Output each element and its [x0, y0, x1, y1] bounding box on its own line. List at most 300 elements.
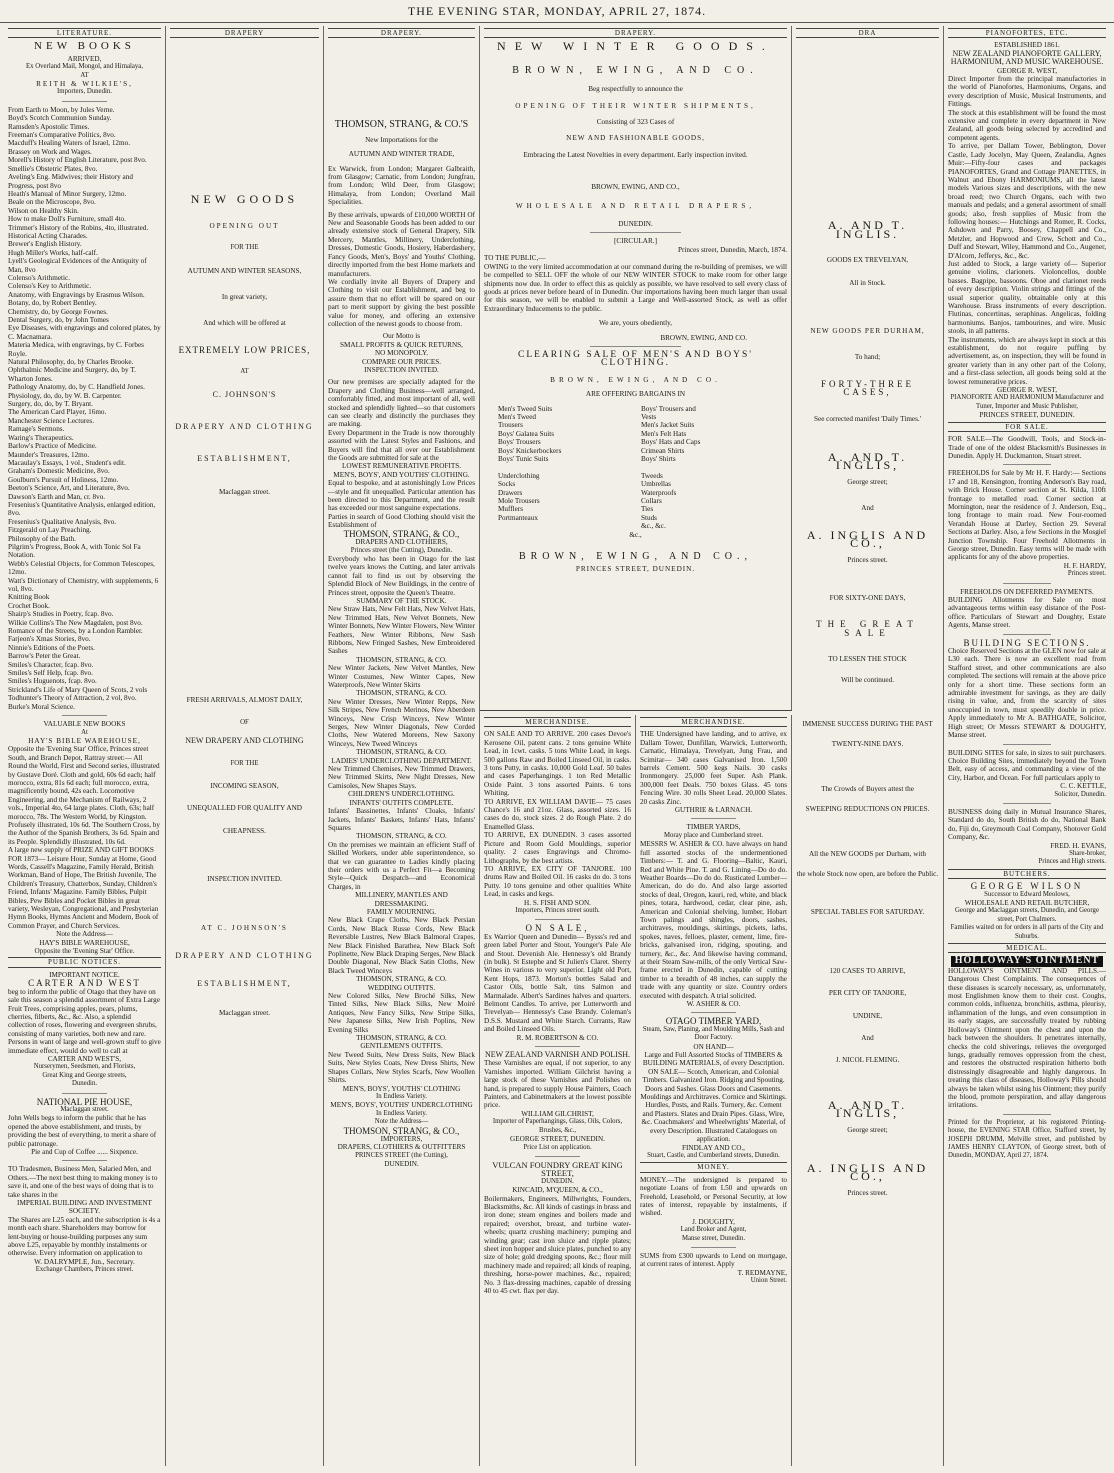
ad-line: INSPECTION INVITED.	[364, 365, 439, 374]
ad-line: Princes street.	[847, 555, 888, 564]
ad-body: John Wells begs to inform the public that he has opened the above establishment, and trusts, by providing the best of everything, to merit a share of public patronage.	[8, 1114, 157, 1148]
ad-line: FORTY-THREE CASES,	[821, 378, 914, 398]
ad-body: OWING to the very limited accommodation at our command during the re-building of premises, we will be compelled to SELL OFF the whole of our NEW WINTER STOCK to make room for other large shipments now due. In order to effect this as quickly as possible, we have resolved to sell every class of goods at prices never before heard of in Dunedin. Our importations having been much larger than usual for this season, we will be enabled to submit a Large and Well-assorted Stock, as well as offer Extraordinary Inducements to the public.	[484, 262, 787, 313]
section-header: DRAPERY.	[328, 28, 475, 38]
ad-line: UNEQUALLED FOR QUALITY AND	[187, 804, 302, 813]
ad-title: A. AND T. INGLIS,	[827, 450, 908, 473]
ad-sub: Successor to Edward Meolows,	[984, 890, 1070, 898]
ad-title: NATIONAL PIE HOUSE,	[36, 1096, 133, 1107]
ad-sig: Stuart, Castle, and Cumberland streets, Dunedin.	[647, 1151, 780, 1159]
ad-sig: J. DOUGHTY,	[692, 1217, 735, 1226]
section-header: FOR SALE.	[948, 422, 1106, 432]
ad-body: SUMS from £300 upwards to Lend on mortgage, at current rates of interest. Apply	[640, 1251, 787, 1269]
ad-sig: BROWN, EWING, AND CO.,	[591, 183, 680, 192]
ad-line: ESTABLISHED 1861.	[994, 41, 1060, 50]
ad-title: VULCAN FOUNDRY GREAT KING STREET,	[492, 1159, 623, 1179]
ad-line: UNDINE,	[852, 1011, 883, 1020]
ad-line: Embracing the Latest Novelties in every department. Early inspection invited.	[523, 150, 748, 159]
ad-title: NEW ZEALAND VARNISH AND POLISH.	[484, 1050, 631, 1060]
ad-line: And	[861, 504, 874, 513]
holloway-logo: HOLLOWAY'S OINTMENT	[951, 956, 1104, 966]
book-item: Burke's Moral Science.	[8, 702, 75, 711]
column-merchandise-right	[636, 715, 792, 1466]
ad-body: Direct Importer from the principal manufactories in the world of Pianofortes, Harmoniums, Organs, and every description of Music, Musical Instruments, and Fittings.	[948, 75, 1106, 109]
ad-line: FOR THE	[230, 244, 259, 252]
ad-line: DRAPERY AND CLOTHING	[175, 950, 314, 960]
book-item: Ramage's Sermons.	[8, 425, 65, 434]
ad-sig: Solicitor, Dunedin.	[1054, 790, 1106, 798]
ad-sig: W. DALRYMPLE, Jun., Secretary.	[34, 1257, 135, 1266]
book-item: Beale on the Microscope, 8vo.	[8, 198, 96, 207]
book-item: Hugh Miller's Works, half-calf.	[8, 248, 98, 257]
book-item: Aveling's Eng. Midwives; their History and Progress, post 8vo	[8, 173, 133, 190]
ad-line: In Endless Variety.	[376, 1109, 427, 1117]
ad-line: George street;	[847, 477, 888, 486]
ad-title: IMPORTANT NOTICE.	[49, 970, 120, 979]
ad-line: SPECIAL TABLES FOR SATURDAY.	[810, 908, 925, 917]
ad-body: New Trimmed Chemises, New Trimmed Drawers, New Trimmed Skirts, New Night Dresses, New Camisoles, New Shapes Stays.	[328, 765, 475, 790]
ad-sig: WILLIAM GILCHRIST,	[521, 1109, 594, 1118]
ad-line: DRAPERS AND CLOTHIERS,	[355, 538, 448, 547]
ad-sig: Share-broker,	[1069, 849, 1106, 857]
ad-sig: PRINCES STREET, DUNEDIN.	[575, 565, 696, 574]
ad-title: CARTER AND WEST	[28, 978, 141, 989]
book-item: Lyell's Geological Evidences of the Antiquity of Man, 8vo	[8, 257, 147, 274]
book-item: Farjeon's Xmas Stories, 8vo.	[8, 635, 91, 644]
ad-line: WEDDING OUTFITS.	[367, 983, 436, 992]
book-item: Wilkie Collins's The New Magdalen, post 8vo.	[8, 618, 143, 627]
bargain-item	[498, 463, 561, 471]
ad-body: We cordially invite all Buyers of Drapery and Clothing to visit our Establishment, and beg to assure them that no effort will be spared on our part to merit support by giving the best possible value for money, and offering an extensive collection of the newest goods to choose from.	[328, 277, 475, 328]
book-item: Heath's Manual of Minor Surgery, 12mo.	[8, 189, 127, 198]
bargain-item: Boys' Hats and Caps	[641, 438, 701, 447]
ad-line: Beg respectfully to announce the	[588, 85, 683, 94]
ad-sig: Union Street.	[750, 1277, 787, 1285]
book-item: Romance of the Streets, by a London Rambler.	[8, 627, 143, 636]
ad-line: INCOMING SEASON,	[210, 781, 279, 790]
ad-sig: H. F. HARDY,	[1063, 561, 1106, 570]
ad-sig: CARTER AND WEST'S,	[47, 1054, 122, 1063]
ad-body: New Straw Hats, New Felt Hats, New Velvet Hats, New Trimmed Hats, New Velvet Bonnets, New Winter Bonnets, New Winter Flowers, New Winter Feathers, New Winter Ribbons, New Sash Ribbons, New Fringed Sashes, New Embroidered Sashes	[328, 605, 475, 656]
ad-sig: FINDLAY AND CO.,	[682, 1143, 745, 1152]
book-item: Manchester Science Lectures.	[8, 416, 95, 425]
ad-title: NEW BOOKS	[34, 40, 135, 53]
ad-sig: Great King and George streets,	[42, 1071, 127, 1079]
ad-body: MESSRS W. ASHER & CO. have always on hand full assorted stocks of the undermentioned Timbers:— T. and G. Flooring—Baltic, Kauri, Red and White Pine. T. and G. Lining—Do do do. Weather Boards—Do do do. Rusticated Lumber—American, do do do. And also large assorted stocks of deal, Oregon, kauri, red, white, and black pines, totara, hardwood, cedar, clear pine, ash, American and Colonial shelving, lumber, Hobart Town palings and shingles, doors, sashes, architraves, mouldings, skirtings, pickets, laths, spokes, naves, felloes, plaster, cement, lime, fire-bricks, galvanised iron, ridging, spouting, and turnery, &c., &c. And likewise having command, at their Steam Saw-mills, of the only Vertical Saw-frame erected in Dunedin, capable of cutting timber to a breadth of 48 inches, can supply the trade with any quantity or size. Country orders executed with despatch. A trial solicited.	[640, 840, 787, 1000]
ad-note: Note the Address—	[56, 930, 113, 939]
ad-line: FOR SIXTY-ONE DAYS,	[829, 593, 906, 602]
ad-line: EXTREMELY LOW PRICES,	[178, 344, 311, 355]
firm-name: BROWN, EWING, AND CO.	[512, 64, 759, 76]
bargain-item: Underclothing	[498, 471, 540, 480]
ad-line: MEN'S, BOYS', YOUTHS' UNDERCLOTHING	[330, 1101, 473, 1110]
ad-title: OTAGO TIMBER YARD,	[665, 1016, 762, 1027]
bargain-item: Boys' Knickerbockers	[498, 446, 562, 455]
ad-line: CHEAPNESS.	[223, 826, 266, 835]
ad-title: ON SALE,	[525, 923, 590, 934]
firm-name: REITH & WILKIE'S,	[36, 80, 133, 89]
column-literature	[4, 26, 166, 1466]
ad-sig: Princes and High streets.	[1038, 858, 1106, 866]
bargain-item: Men's Tweed Trousers	[498, 412, 536, 430]
book-item: Surgery, do, do, by T. Bryant.	[8, 400, 93, 409]
bargain-item	[641, 463, 704, 471]
book-item: Colenso's Arithmetic.	[8, 273, 70, 282]
ad-sub: DUNEDIN.	[541, 1177, 574, 1185]
ad-sig: Nurserymen, Seedsmen, and Florists,	[33, 1063, 136, 1071]
ad-sub: AT	[80, 71, 89, 79]
ad-body: New Tweed Suits, New Dress Suits, New Black Suits, New Styles Coats, New Dress Shirts, New Shapes Collars, New Styles Scarfs, New Woollen Shirts.	[328, 1050, 475, 1085]
ad-line: OPENING OUT	[209, 221, 280, 230]
ad-line: AUTUMN AND WINTER TRADE,	[348, 150, 455, 159]
ad-line: ESTABLISHMENT,	[197, 979, 292, 989]
ad-line: FRESH ARRIVALS, ALMOST DAILY,	[186, 696, 303, 705]
ad-body: beg to inform the public of Otago that they have on sale this season a splendid assortment of Extra Large Fruit Trees, comprising apples, pears, plums, cherries, filberts, &c., &c. Also, a splendid collection of roses, flowering and evergreen shrubs, consisting of many varieties, both new and rare. Persons in want of large and well-grown stuff to give immediate effect, would do well to call at	[8, 987, 161, 1055]
firm-name: HAY'S BIBLE WAREHOUSE,	[39, 938, 130, 947]
ad-body: New Winter Jackets, New Velvet Mantles, New Winter Costumes, New Winter Capes, New Waterproofs, New Winter Skirts	[328, 664, 475, 689]
ad-body: Every Department in the Trade is now thoroughly assorted with the Latest Styles and Fashions, and Buyers will find that all over our Establishment the Goods are submitted for sale at the	[328, 428, 475, 463]
ad-sig: BROWN, EWING, AND CO.	[660, 333, 747, 342]
ad-body: Infants' Bassinettes, Infants' Cloaks, Infants' Jackets, Infants' Baskets, Infants' Hats, Infants' Squares	[328, 807, 475, 832]
ad-sig: Exchange Chambers, Princes street.	[35, 1266, 134, 1274]
ad-body: Everybody who has been in Otago for the last twelve years knows the Cutting, and later arrivals cannot fail to find us out by observing the Splendid Block of New Buildings, in the centre of Princes street, opposite the Queen's Theatre.	[328, 554, 475, 597]
ad-body: TO ARRIVE, EX CITY OF TANJORE. 100 drums Raw and Boiled Oil. 16 casks do do. 3 tons Putty. 10 tons genuine and other qualities White Lead, in casks and kegs.	[484, 864, 631, 899]
section-header: MERCHANDISE.	[484, 717, 631, 727]
ad-sig: R. M. ROBERTSON & CO.	[516, 1033, 599, 1042]
ad-line: ESTABLISHMENT,	[197, 454, 292, 464]
ad-body: By these arrivals, upwards of £10,000 WORTH Of New and Seasonable Goods has been added to our already extensive stock of General Drapery, Silk Mercery, Mantles, Millinery, Underclothing, Dresses, Domestic Goods, Hosiery, Haberdashery, Fancy Goods, Men's, Boys' and Youths' Clothing, directly imported from the best Home markets and manufacturers.	[328, 210, 475, 278]
book-item: Brewer's English History.	[8, 240, 82, 249]
ad-line: NEW AND FASHIONABLE GOODS,	[566, 134, 705, 143]
ad-sig: THOMSON, STRANG, & CO.	[356, 748, 447, 757]
book-item: Waring's Therapeutics.	[8, 433, 74, 442]
ad-line: MEN'S, BOYS', AND YOUTHS' CLOTHING.	[333, 470, 470, 479]
ad-body: Large and Full Assorted Stocks of TIMBERS & BUILDING MATERIALS, of every Description. ON SALE— Scotch, American, and Colonial Timbers. Galvanized Iron. Ridging and Spouting. Doors and Sashes. Glass Doors and Casements. Mouldings and Architraves. Cornice and Skirtings. Hurdles, Posts, and Rails. Turnery, &c. Cement and Plasters. Slates and Drain Pipes. Glass, Wire, &c. Coachmakers' and Wheelwrights' Material, of every Description. Illustrated Catalogues on application.	[640, 1051, 787, 1144]
ad-line: Princes street, Dunedin, March, 1874.	[678, 245, 787, 254]
ad-title: IMPERIAL BUILDING AND INVESTMENT SOCIETY.	[17, 1199, 152, 1216]
ad-line: Princes street.	[847, 1188, 888, 1197]
ad-body: Our new premises are specially adapted for the Drapery and Clothing Business—well arranged, comfortably fitted, and most important of all, well stocked and splendidly lighted—so that customers can see clearly and distinctly the purchases they are making.	[328, 378, 475, 429]
bargain-list-left	[498, 405, 630, 531]
ad-line: And	[861, 1034, 874, 1042]
section-header: DRA	[796, 28, 939, 38]
book-list	[8, 106, 161, 711]
ad-line: IMMENSE SUCCESS DURING THE PAST	[802, 719, 933, 728]
ad-sig: H. S. FISH AND SON.	[524, 898, 591, 907]
ad-body: BUILDING SITES for sale, in sizes to suit purchasers. Choice Building Sites, immediately beyond the Town Belt, easy of access, and commanding a view of the City, Harbor, and Ocean. For full particulars apply to	[948, 748, 1106, 782]
ad-body: New Colored Silks, New Broché Silks, New Tinted Silks, New Black Silks, New Moiré Antiques, New Fancy Silks, New Stripe Silks, New Japanese Silks, New Irish Poplins, New Evening Silks	[328, 992, 475, 1034]
book-item: Pathology Anatomy, do, by C. Handfield Jones.	[8, 383, 145, 392]
section-header: PUBLIC NOTICES.	[8, 957, 161, 967]
ad-price: Pie and Cup of Coffee ...... Sixpence.	[31, 1148, 138, 1156]
ad-line: LADIES' UNDERCLOTHING DEPARTMENT.	[331, 756, 472, 765]
ad-line: FOR THE	[230, 759, 259, 767]
book-item: Eye Diseases, with engravings and colored plates, by C. Macnamara.	[8, 324, 161, 341]
ad-sub: Moray place and Cumberland street.	[663, 831, 764, 839]
section-header: BUTCHERS.	[948, 869, 1106, 879]
ad-line: CHILDREN'S UNDERCLOTHING.	[348, 790, 455, 799]
ad-line: OF	[240, 718, 249, 726]
bargain-item: &c., &c.	[641, 522, 666, 531]
ad-sig: Importer of Paperhangings, Glass, Oils, Colors, Brushes, &c.,	[492, 1118, 623, 1134]
book-item: Webb's Celestial Objects, for Common Telescopes, 12mo.	[8, 559, 155, 577]
firm-name: GEORGE R. WEST,	[996, 66, 1058, 75]
ad-line: INSPECTION INVITED.	[207, 875, 282, 884]
bargain-item: Crimean Shirts	[641, 446, 685, 455]
ad-sub: Families waited on for orders in all parts of the City and Suburbs.	[950, 924, 1104, 940]
ad-line: All the NEW GOODS per Durham, with	[808, 849, 927, 858]
book-item: Todhunter's Theory of Attraction, 2 vol, 8vo.	[8, 694, 137, 703]
ad-line: Our Motto is	[382, 332, 421, 341]
ad-sub: WHOLESALE AND RETAIL BUTCHER,	[964, 899, 1090, 907]
ad-title: A. AND T. INGLIS.	[827, 218, 908, 241]
section-header: MERCHANDISE.	[640, 717, 787, 727]
ad-line: INFANTS' OUTFITS COMPLETE.	[349, 798, 454, 807]
ad-line: Consisting of 323 Cases of	[596, 118, 675, 127]
ad-body: TO ARRIVE, EX DUNEDIN. 3 cases assorted Picture and Room Gold Mouldings, superior quality. 2 cases Engravings and Chromo-Lithographs, by the best artists.	[484, 831, 631, 865]
ad-line: Princes street (the Cutting), Dunedin.	[350, 546, 453, 554]
ad-body: New Winter Dresses, New Winter Repps, New Silk Stripes, New French Merinos, New Aberdeen Winceys, New Crisp Winceys, New Winter Serges, New Winter Diagonals, New Corded Cloths, New Watered Moreens, New Saxony Winceys, New Tweed Winceys	[328, 697, 475, 748]
ad-body: TO ARRIVE, EX WILLIAM DAVIE— 75 cases Chance's 16 and 21oz. Glass, assorted sizes. 16 cases do do, stock sizes. 2 do Rough Plate. 2 do Enamelled Glass.	[484, 797, 631, 831]
book-item: Pilgrim's Progress, Book A, with Tonic Sol Fa Notation.	[8, 542, 141, 560]
ad-body: THE Undersigned have landing, and to arrive, ex Dallam Tower, Dunfillan, Warwick, Lutterworth, Carnatic, Himalaya, Trevelyan, Jung Frau, and Scimitar— 340 cases Galvanised Iron. 1,500 barrels Cement. 500 kegs Nails. 30 casks Ironmongery. 25,000 feet Super. Ash Plank. 300,000 feet Deals. 750 boxes Glass. 45 tons Fencing Wire. 30 rolls Sheet Lead. 20,000 Slates. 20 casks Zinc.	[640, 730, 787, 806]
section-header: LITERATURE.	[8, 28, 161, 38]
ad-body: The stock at this establishment will be found the most extensive and complete in every department in New Zealand, all goods being selected by accredited and competent agents.	[948, 108, 1106, 142]
book-item: Smellie's Obstetric Plates, 8vo.	[8, 164, 98, 173]
ad-body: FOR SALE—The Goodwill, Tools, and Stock-in-Trade of one of the oldest Blacksmith's Businesses in Dunedin. Apply H. Duckmanton, Stuart street.	[948, 435, 1106, 460]
ad-sig: GEORGE STREET, DUNEDIN.	[510, 1135, 605, 1144]
ad-line: See corrected manifest 'Daily Times.'	[814, 414, 921, 423]
ad-sig: PIANOFORTE AND HARMONIUM Manufacturer and Tuner, Importer and Music Publisher,	[950, 394, 1104, 410]
ad-line: &c.,	[629, 530, 642, 539]
book-item: Smiles's Self Help, fcap. 8vo.	[8, 669, 93, 678]
ad-line: ON HAND—	[693, 1042, 734, 1051]
column-drapery-brown-ewing	[480, 26, 792, 711]
book-item: Philosophy of the Bath.	[8, 534, 76, 543]
ad-sig: THOMSON, STRANG, & CO.	[356, 832, 447, 841]
ad-line: GOODS EX TREVELYAN,	[826, 256, 909, 265]
book-item: Fitzgerald on Lay Preaching.	[8, 526, 92, 535]
ad-sig: Manse street, Dunedin.	[681, 1234, 746, 1242]
book-item: Ninnie's Editions of the Poets.	[8, 643, 95, 652]
ad-line: And which will be offered at	[203, 319, 286, 328]
ad-body: On the premises we maintain an efficient Staff of Skilled Workers, under able superintendence, so that we can guarantee to Ladies kindly placing their orders with us a Perfect Fit—a Becoming Style—Quick Despatch—and Economical Charges, in	[328, 840, 475, 891]
ad-line: THOMSON, STRANG, & CO.,	[343, 528, 460, 539]
book-item: Beeton's Science, Art, and Literature, 8vo.	[8, 484, 130, 493]
book-item: Natural Philosophy, do, by Charles Brooke.	[8, 358, 134, 367]
ad-line: Will be continued.	[840, 675, 894, 684]
ad-body: Equal to bespoke, and at astonishingly Low Prices—style and fit unequalled. Particular attention has been directed to this Department, and the result has exceeded our most sanguine expectations.	[328, 479, 475, 513]
bargain-item: Boys' Trousers	[498, 438, 541, 447]
ad-sig: DUNEDIN.	[618, 220, 653, 229]
bargain-item: Boys' Trousers and Vests	[641, 404, 696, 421]
section-header: MEDICAL.	[948, 943, 1106, 953]
book-item: Dawson's Earth and Man, cr. 8vo.	[8, 492, 106, 501]
bargain-item: Mufflers	[498, 505, 524, 514]
book-item: Barrow's Peter the Great.	[8, 652, 81, 661]
book-item: Boyd's Scotch Communion Sunday.	[8, 114, 112, 123]
ad-line: NEW DRAPERY AND CLOTHING	[185, 736, 304, 746]
bargain-item: Boys' Tunic Suits	[498, 455, 549, 463]
bargain-item: Waterproofs	[641, 488, 677, 497]
ad-title: A. AND T. INGLIS,	[827, 1097, 908, 1121]
book-item: Goulburn's Pursuit of Holiness, 12mo.	[8, 475, 119, 484]
book-item: Shairp's Studies in Poetry, fcap. 8vo.	[8, 610, 114, 619]
ad-line: THE GREAT SALE	[816, 619, 919, 638]
book-item: Trimmer's History of the Robins, 4to, illustrated.	[8, 223, 149, 232]
ad-line: MILLINERY, MANTLES AND DRESSMAKING.	[355, 891, 448, 908]
book-item: Smiles's Huguenots, fcap. 8vo.	[8, 677, 97, 686]
ad-body: HOLLOWAY'S OINTMENT AND PILLS.—Dangerous Chest Complaints. The consequences of these diseases is scarcely necessary, as, unfortunately, most Englishmen know them to their cost. Coughs, common colds, influenza, bronchitis, asthma, pleurisy, inflammation of the lungs, and even consumption in its early stages, are successfully treated by rubbing Holloway's Ointment upon the chest and upon the back between the shoulders. It penetrates internally, checks the cold shiverings, relieves the overgorged lungs, gradually removes oppression from the chest, and restores the obstructed respiration hitherto both distressingly disagreeable and highly dangerous. In treating this class of diseases, Holloway's Pills should always be taken whilst using his Ointment; they purify the blood, promote perspiration, and allay dangerous irritations.	[948, 966, 1106, 1110]
ad-sig: W. ASHER & CO.	[686, 1000, 741, 1008]
ad-body: A large new supply of PRIZE AND GIFT BOOKS FOR 1873— Leisure Hour, Sunday at Home, Good Words, Cassell's Magazine, Family Herald, British Workman, Band of Hope, The British Juvenile, The Children's Treasury, Chatterbox, Sunday, Children's Friend, Infants' Magazine. Family Bibles, Pulpit Bibles, Pew Bibles and Pocket Bibles in great variety, Wesleyan, Congregational, and Presbyterian Hymn Books, Hymns Ancient and Modern, Book of Common Prayer, and Church Services.	[8, 846, 159, 930]
ad-line: New Importations for the	[365, 135, 438, 144]
book-item: Knitting Book	[8, 593, 50, 602]
book-item: Freeman's Comparative Politics, 8vo.	[8, 131, 116, 140]
firm-name: BROWN, EWING, AND CO.	[550, 375, 721, 384]
ad-line: 120 CASES TO ARRIVE,	[829, 966, 906, 975]
book-item: Historical Acting Charades.	[8, 231, 88, 240]
ad-sig: THOMSON, STRANG, & CO.	[356, 655, 447, 664]
bargain-item: Collars	[641, 497, 662, 506]
ad-sig: Princes street.	[1067, 570, 1106, 578]
ad-line: IMPORTERS,	[380, 1134, 423, 1143]
ad-sig: WHOLESALE AND RETAIL DRAPERS,	[515, 201, 756, 210]
ad-line: LOWEST REMUNERATIVE PROFITS.	[341, 462, 462, 471]
book-item: Fresenius's Quantitative Analysis, enlarged edition, 8vo.	[8, 500, 156, 518]
bargain-item: Socks	[498, 480, 516, 489]
column-drapery-inglis	[792, 26, 944, 1466]
ad-line: Note the Address—	[374, 1118, 429, 1126]
book-item: Brassey on Work and Wages.	[8, 147, 92, 156]
ad-title: NEW GOODS	[190, 192, 299, 207]
ad-line: Maclaggan street.	[218, 487, 271, 496]
ad-sub: ARRIVED,	[67, 54, 102, 63]
masthead: THE EVENING STAR, MONDAY, APRIL 27, 1874.	[0, 0, 1114, 23]
ad-body: Boilermakers, Engineers, Millwrights, Founders, Blacksmiths, &c. All kinds of castings in brass and iron done; steam engines and boilers made and repaired; overshot, breast, and turbine water-wheels; quartz crushing machinery; pumping and winding gear; cast iron sluice and ripple plates; sheet iron hopper and sluice plates, punched to any size of hole; gold dredging spoons, &c.; flour mill machinery made and repaired; all kinds of reaping, threshing, horse-power machines, &c., repaired; No. 3 flax-dressing machines, capable of dressing 40 to 45 cwt. flax per day.	[484, 1194, 631, 1295]
ad-sig: PRINCES STREET, DUNEDIN.	[979, 411, 1075, 420]
ad-line: NO MONOPOLY.	[374, 349, 429, 358]
ad-sub: George and Maclaggan streets, Dunedin, and George street, Port Chalmers.	[955, 907, 1099, 923]
ad-body: The instruments, which are always kept in stock at this establishment, do not require puffing by advertisement, as, on inspection, they will be found in greater variety than in any other part of the Colony, and a first-class selection, all goods being sold at the lowest remunerative prices.	[948, 335, 1106, 386]
ad-title: VALUABLE NEW BOOKS	[43, 720, 126, 729]
book-item: Physiology, do, do, by W. B. Carpenter.	[8, 391, 122, 400]
ad-body: The Shares are L25 each, and the subscription is 4s a month each share. Shareholders may borrow for lent-buying or house-building purposes any sum above L25, repayable by monthly instalments or otherwise. Every information on application to	[8, 1215, 161, 1258]
ad-sig: Importers, Princes street south.	[515, 906, 600, 914]
ad-line: MEN'S, BOYS', YOUTHS' CLOTHING	[342, 1084, 461, 1093]
bargain-item: Men's Jacket Suits	[641, 421, 695, 430]
ad-sig: THOMSON, STRANG, & CO.	[356, 975, 447, 984]
bargain-item: Ties	[641, 505, 654, 514]
ad-body: Just added to Stock, a large variety of— Superior genuine violins, clarionets. Violoncellos, double basses. Bagpipe, bassoons. Oboe and clarionet reeds of every description. Violin strings and fittings of the usual superior quality, obtainable only at this Warehouse. Brass instruments of every description. Flutinas, concertinas, seraphinas. Angelicas, folding harmoniums. Banjos, tambourines, and wire. Music stools, in all patterns.	[948, 259, 1106, 336]
ad-body: To arrive, per Dallam Tower, Beblington, Dover Castle, Lady Jocelyn, May Queen, Zealandia, Agnes Muir:—Fifty-four cases and packages PIANOFORTES, Grand and Cottage PIANETTES, in Walnut and Ebony HARMONIUMS, all the latest models Various sizes and descriptions, with the new broad reed; two Church Organs, each with two manuals and pedals; and a general assortment of small goods; also, fresh supplies of Music from the following houses:— Hutchings and Romer, R. Cocks, Ashdown and Parry, Boosey, Chappell and Co., Metzler, and Hopwood and Crew, Schott and Co., Duff and Stewart, Wiley, Hammond and Co., Augener, D'Alcorn, Jefferys, &c., &c.	[948, 142, 1106, 260]
ad-line: DUNEDIN.	[384, 1160, 419, 1169]
ad-body: Choice Reserved Sections at the GLEN now for sale at L30 each. There is now an excellent road from Stafford street, and other communications are also completed. The sections will remain at the above price only for a short time. These sections form an admirable investment for savings, as they are daily rising in value, and, from the scarcity of sites unoccupied in town, must speedily double in price. Apply immediately to Mr A. BATHGATE, Solicitor, High street; Or Messrs STEWART & DOUGHTY, Manse street.	[948, 647, 1106, 740]
ad-body: Parties in search of Good Clothing should visit the Establishment of	[328, 512, 475, 530]
ad-line: AT	[240, 368, 249, 376]
ad-sig: T. REDMAYNE,	[737, 1268, 787, 1277]
book-item: Dental Surgery, do, by John Tomes	[8, 316, 109, 324]
ad-line: OPENING OF THEIR WINTER SHIPMENTS,	[515, 101, 756, 110]
book-item: Graham's Domestic Medicine, 8vo.	[8, 467, 110, 476]
firm-sub: Importers, Dunedin.	[57, 88, 112, 96]
book-item: Fresenius's Qualitative Analysis, 8vo.	[8, 517, 117, 526]
ad-body: Ex Warrior Queen and Dunedin— Bysss's red and green label Porter and Stout, Younger's Pale Ale and Stout. Devenish Ale. Hennessy's old Brandy (in bulk). St Estephe and St Julien's Claret. Sherry Wines in various to very superior. Light old Port, Kent Hops, 1873. Morton's bottles Salad and Castor Oils, bottle Salt, tins Salmon and Marmalade. Albert's Sardines halves and quarters. Belmont Candles. To arrive, per Lutterworth and Trevelyan— Hennessy's Case Brandy. Coleman's D.S.S. Mustard and White Starch. Currants, Raw and Boiled Linseed Oils.	[484, 932, 631, 1034]
book-item: Strickland's Life of Mary Queen of Scots, 2 vols	[8, 685, 148, 694]
bargain-item: Boys' Galatea Suits	[498, 429, 554, 438]
ad-line: The Crowds of Buyers attest the	[821, 784, 914, 793]
bargain-item: Men's Felt Hats	[641, 429, 687, 438]
ad-body: BUSINESS doing daily in Mutual Insurance Shares, Standard do do, South British do do, National Bank do, Fiji do, Greymouth Coal Company, Shotover Gold Company, &c.	[948, 807, 1106, 842]
book-item: Morell's History of English Literature, post 8vo.	[8, 156, 147, 165]
ad-sub: Steam, Saw, Planing, and Moulding Mills, Sash and Door Factory.	[642, 1025, 785, 1042]
ad-sub: At	[81, 728, 88, 736]
ad-sig: Dunedin.	[71, 1080, 98, 1088]
ad-line: AUTUMN AND WINTER SEASONS,	[187, 266, 302, 275]
ad-line: SMALL PROFITS & QUICK RETURNS,	[340, 340, 463, 349]
book-item: Colenso's Key to Arithmetic.	[8, 282, 92, 291]
ad-title: FREEHOLDS ON DEFERRED PAYMENTS.	[960, 587, 1094, 596]
book-item: Ramsden's Apostolic Times.	[8, 122, 90, 131]
ad-line: GENTLEMEN'S OUTFITS.	[360, 1042, 443, 1051]
ad-sig: C. C. KETTLE,	[1060, 782, 1106, 791]
ad-body: MONEY.—The undersigned is prepared to negotiate Loans of from L50 and upwards on Freehold, Leasehold, or Personal Security, at low rates of interest, repayable by instalments, if wished.	[640, 1175, 787, 1218]
book-item: Anatomy, with Engravings by Erasmus Wilson.	[8, 290, 145, 299]
bargain-item: Drawers	[498, 488, 523, 497]
ad-sig: FRED. H. EVANS,	[1050, 841, 1106, 850]
ad-line: Maclaggan street.	[218, 1008, 271, 1017]
ad-line: NEW GOODS PER DURHAM,	[810, 327, 925, 336]
ad-line: TO LESSEN THE STOCK	[828, 655, 907, 664]
bargain-item: Mole Trousers	[498, 497, 540, 506]
ad-body: TO Tradesmen, Business Men, Salaried Men, and Others.—The next best thing to making money is to save it, and one of the best ways of doing that is to take shares in the	[8, 1165, 158, 1199]
ad-line: All in Stock.	[849, 278, 886, 287]
book-item: Watt's Dictionary of Chemistry, with supplements, 6 vol, 8vo.	[8, 576, 159, 593]
ad-sig: THOMSON, STRANG, & CO.	[356, 1034, 447, 1043]
section-header: DRAPERY	[170, 28, 319, 38]
ad-line: COMPARE OUR PRICES.	[361, 357, 442, 366]
ad-line: In Endless Variety.	[376, 1092, 427, 1100]
ad-title: A. INGLIS AND CO.,	[806, 1161, 929, 1184]
bargain-list-right	[641, 405, 773, 531]
ad-body: ON SALE AND TO ARRIVE. 200 cases Devoe's Kerosene Oil, patent cans. 2 tons genuine White Lead, in 1cwt. casks. 5 tons White Lead, in kegs. 500 gallons Raw and Boiled Linseed Oil, in casks. 3 tons Putty, in casks. 10,000 Gold Leaf. 50 bales and cases Paperhangings. 1 ton Red Metallic Oxide Paint. 3 tons assorted Paints. 6 tons Whiting.	[484, 730, 631, 798]
book-item: Crochet Book.	[8, 601, 50, 610]
ad-line: FAMILY MOURNING.	[366, 907, 437, 916]
ad-sig: Land Broker and Agent,	[680, 1226, 747, 1234]
book-item: Chemistry, do, by George Fownes.	[8, 307, 108, 316]
book-item: Ophthalmic Medicine and Surgery, do, by T. Wharton Jones.	[8, 366, 136, 383]
ad-line: TO THE PUBLIC,—	[484, 254, 546, 263]
ad-line: We are, yours obediently,	[599, 319, 672, 328]
ad-line: SWEEPING REDUCTIONS ON PRICES.	[805, 805, 930, 814]
ad-line: DRAPERY AND CLOTHING	[175, 422, 314, 432]
book-item: Smiles's Character, fcap. 8vo.	[8, 660, 94, 669]
bargain-item: Umbrellas	[641, 480, 671, 489]
ad-sig: BROWN, EWING, AND CO.,	[518, 551, 753, 563]
ad-line: PRINCES STREET (the Cutting),	[355, 1151, 448, 1159]
ad-body: BUILDING Allotments for Sale on most advantageous terms within easy distance of the Post-office. Particulars of Stewart and Doughty, Estate Agents, Manse street.	[948, 596, 1106, 630]
book-item: Wilson on Healthy Skin.	[8, 206, 79, 215]
book-item: Macduff's Healing Waters of Israel, 12mo.	[8, 139, 131, 148]
ad-line: George street;	[847, 1125, 888, 1134]
ad-line: AT C. JOHNSON'S	[201, 923, 288, 932]
bargain-item: Men's Tweed Suits	[498, 404, 553, 413]
column-pianofortes	[944, 26, 1110, 1466]
ad-title: GEORGE WILSON	[970, 881, 1084, 892]
ad-sig: GEORGE R. WEST,	[996, 386, 1058, 395]
ad-sig: THOMSON, STRANG, & CO.	[356, 689, 447, 698]
book-item: Maunder's Treasures, 12mo.	[8, 450, 90, 459]
